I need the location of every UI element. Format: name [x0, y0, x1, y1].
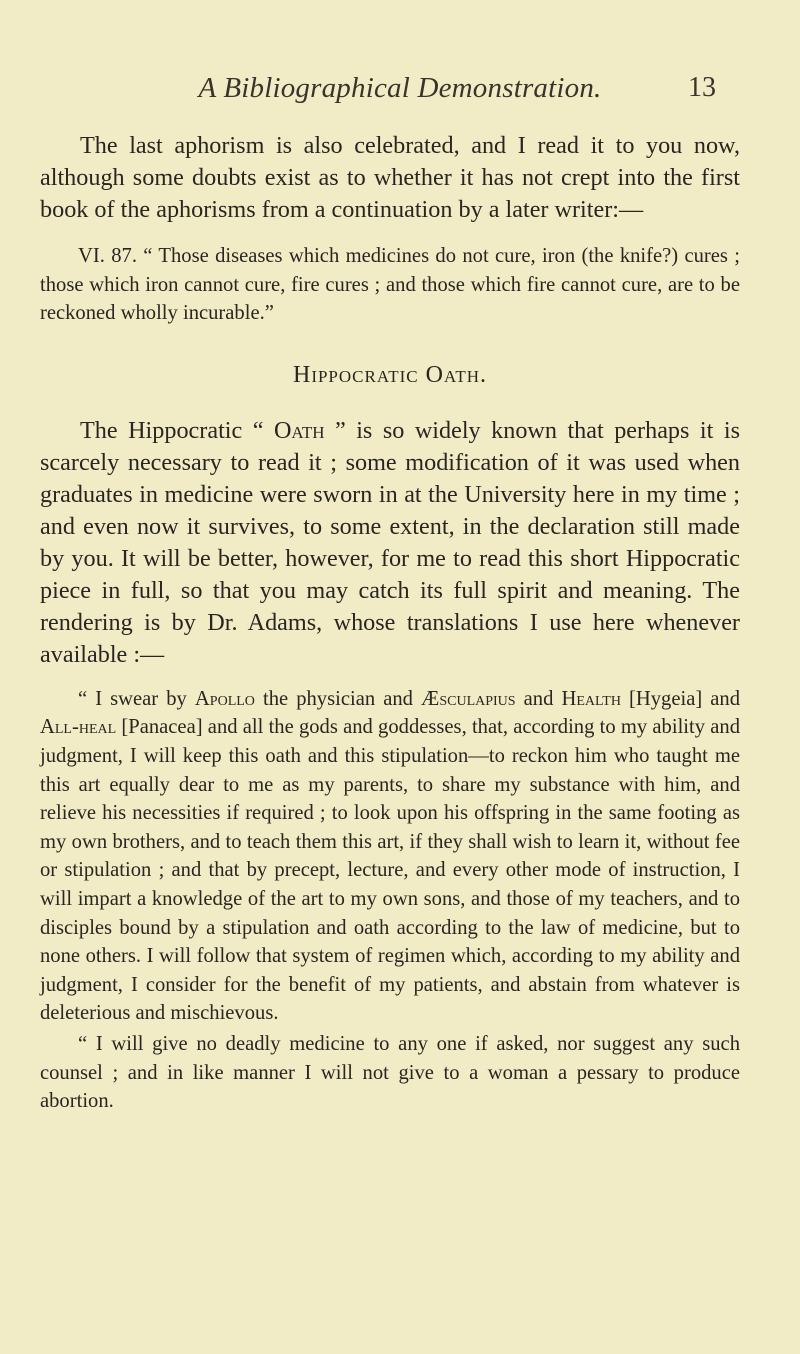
oath-word: Oath: [273, 416, 325, 444]
oath-part-b: the physician and: [254, 687, 422, 710]
page-number: 13: [688, 72, 716, 103]
oath-part-e: [Panacea] and all the gods and goddesses, that, according to my ability and judgment, I will keep this oath and this stipulation—to reckon him who taught me this art equally dear to me as my parents, to share my substance with him, and relieve his necessities if required ; to look upon his offspring in the same footing as my own brothers, and to teach them this art, if they shall wish to learn it, without fee or stipulation ; and that by precept, lecture, and every other mode of instruction, I will impart a knowledge of the art to my own sons, and those of my teachers, and to disciples bound by a stipulation and oath according to the law of medicine, but to none others. I will follow that system of regimen which, according to my ability and judgment, I consider for the benefit of my patients, and abstain from whatever is deleterious and mischievous.: [40, 716, 740, 1025]
oath-intro-part-b: ” is so widely known that perhaps it is scarcely necessary to read it ; some modification of it was used when graduates in medicine were sworn in at the University here in my time ; and even now it survives, to some extent, in the declaration still made by you. It will be better, however, for me to read this short Hippocratic piece in full, so that you may catch its full spirit and meaning. The rendering is by Dr. Adams, whose translations I use here whenever available :—: [40, 416, 740, 668]
running-title: A Bibliographical Demonstration.: [198, 72, 602, 104]
oath-name-health: Health: [561, 687, 621, 710]
oath-text-paragraph-2: “ I will give no deadly medicine to any one if asked, nor suggest any such counsel ; and in like manner I will not give to a woman a pessary to produce abortion.: [40, 1032, 740, 1113]
oath-name-all-heal: All-heal: [40, 716, 117, 739]
section-heading-text: Hippocratic Oath.: [292, 361, 488, 388]
oath-text-paragraph-1: [40, 685, 740, 1028]
section-heading-hippocratic-oath: [40, 362, 740, 389]
aphorism-vi-87: VI. 87. “ Those diseases which medicines do not cure, iron (the knife?) cures ; those which iron cannot cure, fire cures ; and those which fire cannot cure, are to be reckoned wholly incurable.”: [40, 245, 740, 325]
oath-part-a: “ I swear by: [78, 687, 195, 710]
oath-intro-part-a: The Hippocratic “: [80, 416, 274, 444]
paragraph-last-aphorism: The last aphorism is also celebrated, and I read it to you now, although some doubts exist as to whether it has not crept into the first book of the aphorisms from a continuation by a later writer:—: [40, 132, 740, 223]
page-body: [40, 130, 740, 1116]
oath-part-c: and: [515, 687, 562, 710]
oath-name-apollo: Apollo: [194, 687, 255, 710]
paragraph-oath-intro: [40, 415, 740, 671]
oath-part-d: [Hygeia] and: [620, 687, 741, 710]
oath-name-aesculapius: Æsculapius: [421, 687, 516, 710]
page-header: [40, 72, 760, 112]
